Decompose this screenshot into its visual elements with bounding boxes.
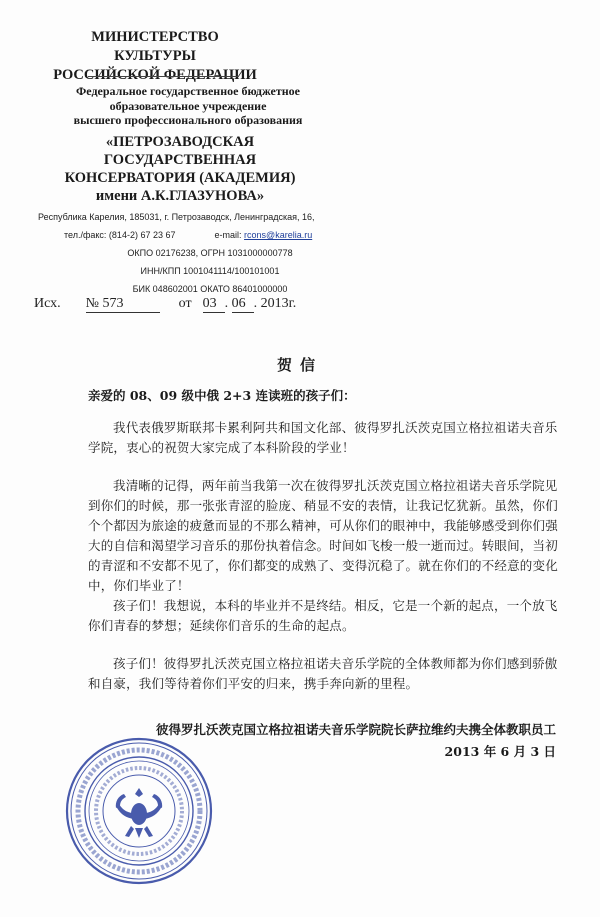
signature-date: 2013 年 6 月 3 日 [444,744,556,759]
institution-line-1: Федеральное государственное бюджетное [75,84,300,98]
paragraph-1: 我代表俄罗斯联邦卡累利阿共和国文化部、彼得罗扎沃茨克国立格拉祖诺夫音乐学院，衷心的祝贺大家完成了本科阶段的学业！ [88,420,558,455]
reference-line: Исх. № 573 от 03 . 06 . 2013г. [34,296,297,311]
reference-label: Исх. [34,296,61,311]
bik-line: БИК 048602001 ОКАТО 86401000000 [132,284,288,294]
okpo-line: ОКПО 02176238, ОГРН 1031000000778 [127,248,293,258]
email-label: e-mail: [214,230,242,240]
reference-day: 03 [203,296,225,313]
ministry-line-2: РОССИЙСКОЙ ФЕДЕРАЦИИ [53,67,257,83]
header-divider [88,76,238,77]
reference-from: от [178,296,192,311]
salutation: 亲爱的 08、09 级中俄 2+3 连读班的孩子们： [88,388,356,403]
address-line: Республика Карелия, 185031, г. Петрозаводск, Ленинградская, 16, [38,212,315,222]
reference-month: 06 [232,296,254,313]
paragraph-2: 我清晰的记得，两年前当我第一次在彼得罗扎沃茨克国立格拉祖诺夫音乐学院见到你们的时候，那一张张青涩的脸庞、稍显不安的表情，让我记忆犹新。虽然，你们个个都因为旅途的疲惫而显的不那么精神，可从你们的眼神中，我能够感受到你们强大的自信和渴望学习音乐的那份执着信念。时间如飞梭一般一逝而过。转眼间，当初的青涩和不安都不见了，你们都变的成熟了、变得沉稳了。就在你们的不经意的变化中，你们毕业了！ [88,478,558,593]
reference-year: 2013г. [260,296,297,311]
email-link[interactable]: rcons@karelia.ru [244,230,313,240]
signature-line: 彼得罗扎沃茨克国立格拉祖诺夫音乐学院院长萨拉维约夫携全体教职员工 [155,722,556,737]
inn-line: ИНН/КПП 1001041114/100101001 [140,266,280,276]
phone-text: тел./факс: (814-2) 67 23 67 [64,230,176,240]
institution-name-line-1: «ПЕТРОЗАВОДСКАЯ [105,134,255,150]
letter-title: 贺信 [276,356,323,374]
institution-name [50,133,310,205]
institution-name-line-3: КОНСЕРВАТОРИЯ (АКАДЕМИЯ) [64,170,296,186]
institution-type [58,84,318,128]
contact-line [64,230,312,240]
eagle-emblem-icon [116,788,162,838]
reference-number: № 573 [86,296,160,313]
official-seal [64,736,214,886]
paragraph-3: 孩子们！我想说，本科的毕业并不是终结。相反，它是一个新的起点，一个放飞你们青春的梦想；延续你们音乐的生命的起点。 [88,598,558,633]
institution-line-3: высшего профессионального образования [73,113,303,127]
institution-line-2: образовательное учреждение [109,98,267,113]
institution-name-line-2: ГОСУДАРСТВЕННАЯ [103,152,257,168]
institution-name-line-4: имени А.К.ГЛАЗУНОВА» [95,188,265,204]
ministry-line-1: МИНИСТЕРСТВО КУЛЬТУРЫ [91,29,219,64]
paragraph-4: 孩子们！彼得罗扎沃茨克国立格拉祖诺夫音乐学院的全体教师都为你们感到骄傲和自豪，我们等待着你们平安的归来，携手奔向新的里程。 [88,656,558,691]
